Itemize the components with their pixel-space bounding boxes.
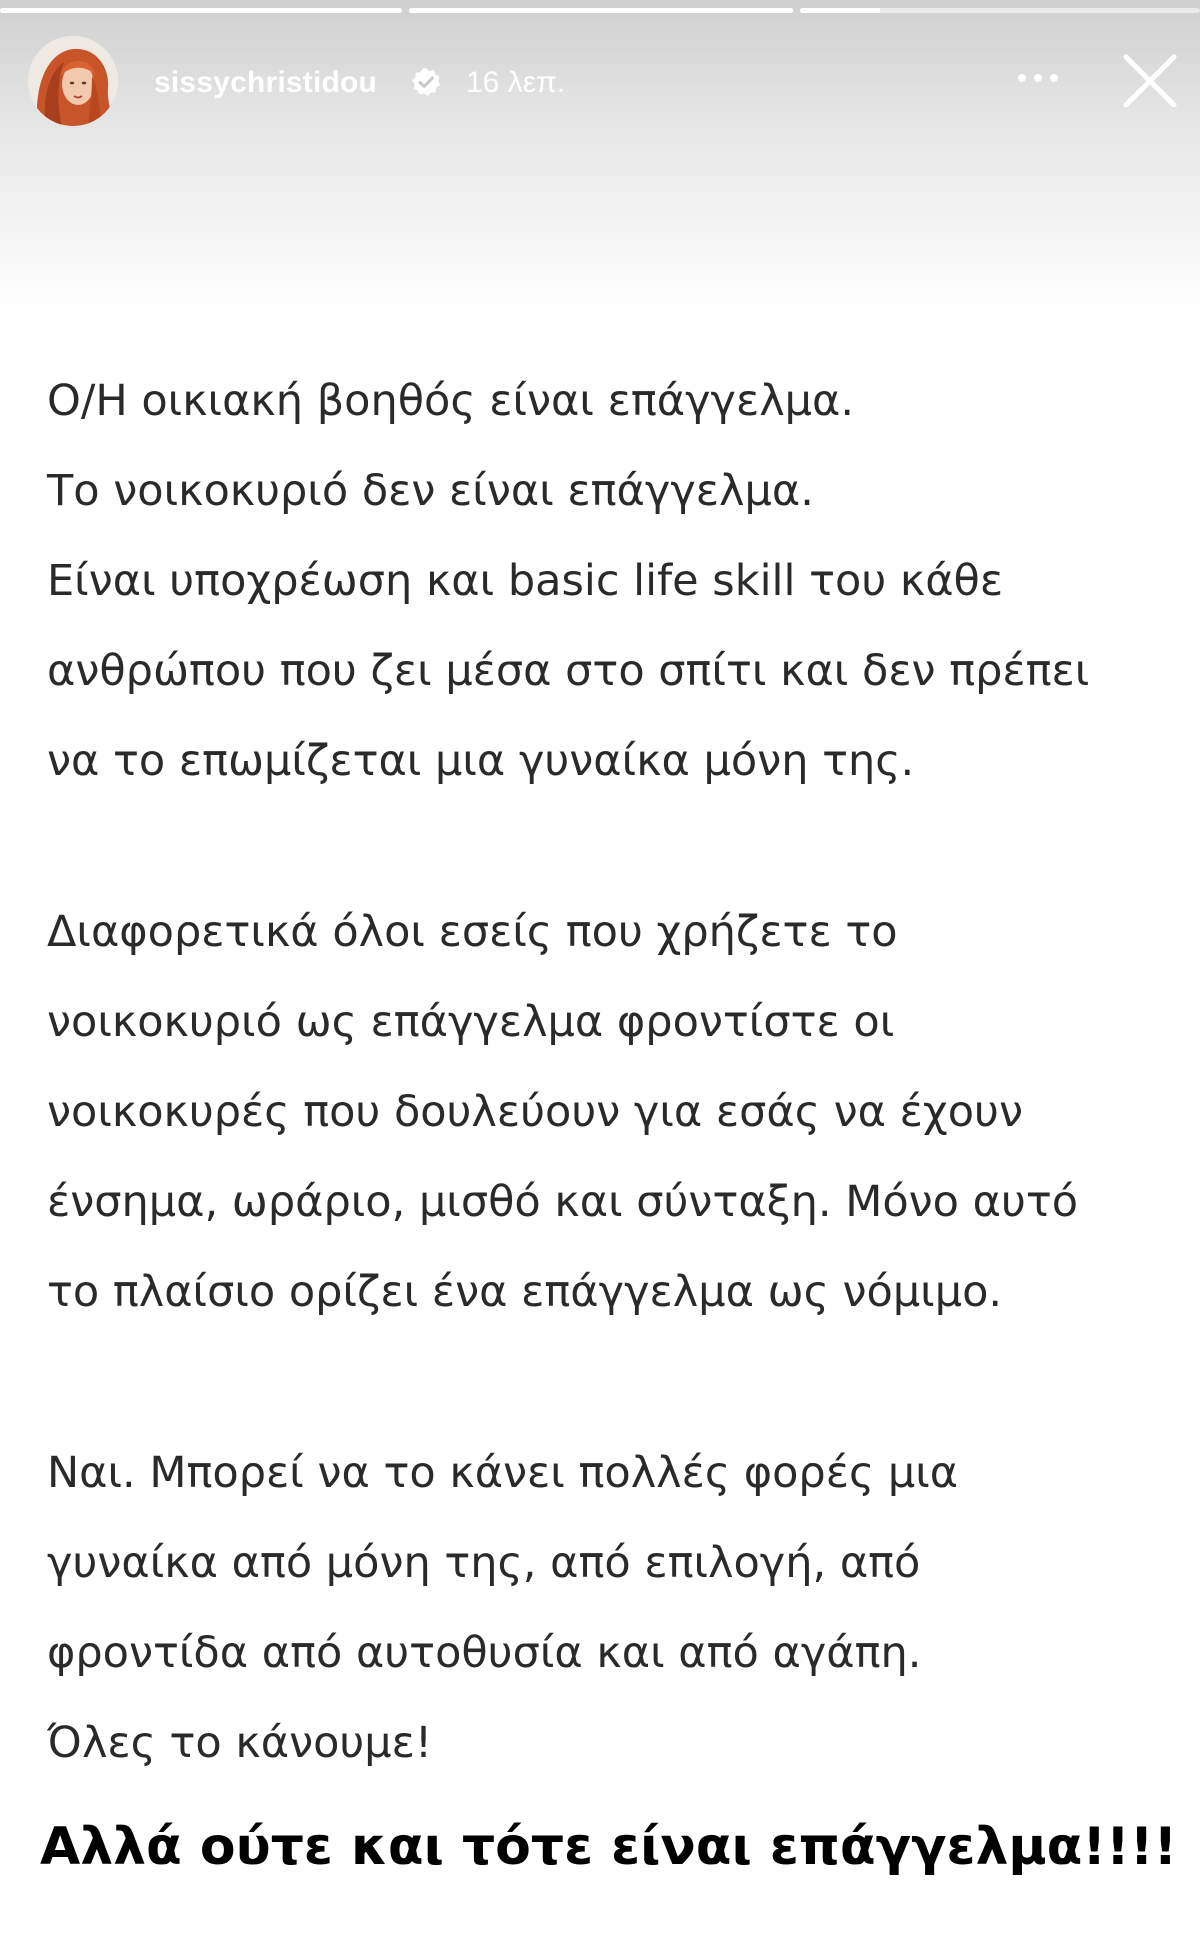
progress-segment-fill — [409, 8, 793, 13]
username[interactable]: sissychristidou — [154, 66, 378, 99]
progress-segment-2 — [409, 8, 793, 13]
text-line: το πλαίσιο ορίζει ένα επάγγελμα ως νόμιμο. — [47, 1267, 1003, 1317]
paragraph-1 — [47, 356, 1167, 806]
verified-badge-icon — [411, 67, 441, 97]
text-line: νοικοκυρές που δουλεύουν για εσάς να έχουν — [47, 1087, 1023, 1137]
paragraph-3 — [47, 1428, 1167, 1788]
text-line: Το νοικοκυριό δεν είναι επάγγελμα. — [47, 466, 814, 516]
avatar-image — [28, 36, 118, 126]
text-line: ένσημα, ωράριο, μισθό και σύνταξη. Μόνο αυτό — [47, 1177, 1079, 1227]
text-line: Ο/Η οικιακή βοηθός είναι επάγγελμα. — [47, 376, 855, 426]
text-line: φροντίδα από αυτοθυσία και από αγάπη. — [47, 1628, 922, 1678]
story-progress-bar — [0, 8, 1200, 14]
avatar[interactable] — [28, 36, 118, 126]
text-line: γυναίκα από μόνη της, από επιλογή, από — [47, 1538, 921, 1588]
text-line: να το επωμίζεται μια γυναίκα μόνη της. — [47, 736, 915, 786]
paragraph-2 — [47, 887, 1167, 1337]
text-line: Διαφορετικά όλοι εσείς που χρήζετε το — [47, 907, 898, 957]
text-line: Είναι υποχρέωση και basic life skill του κάθε — [47, 556, 1004, 606]
text-line: ανθρώπου που ζει μέσα στο σπίτι και δεν πρέπει — [47, 646, 1090, 696]
text-line: Όλες το κάνουμε! — [47, 1718, 433, 1768]
progress-segment-fill — [800, 8, 880, 13]
timestamp: 16 λεπ. — [466, 66, 566, 99]
text-line: Ναι. Μπορεί να το κάνει πολλές φορές μια — [47, 1448, 959, 1498]
progress-segment-fill — [0, 8, 402, 13]
progress-segment-3 — [800, 8, 1200, 13]
text-line: νοικοκυριό ως επάγγελμα φροντίστε οι — [47, 997, 895, 1047]
close-icon[interactable] — [1120, 51, 1180, 111]
story-header — [28, 36, 1178, 126]
progress-segment-1 — [0, 8, 402, 13]
more-options-icon[interactable] — [1010, 60, 1066, 96]
emphasis-line: Αλλά ούτε και τότε είναι επάγγελμα!!!! — [40, 1817, 1178, 1877]
